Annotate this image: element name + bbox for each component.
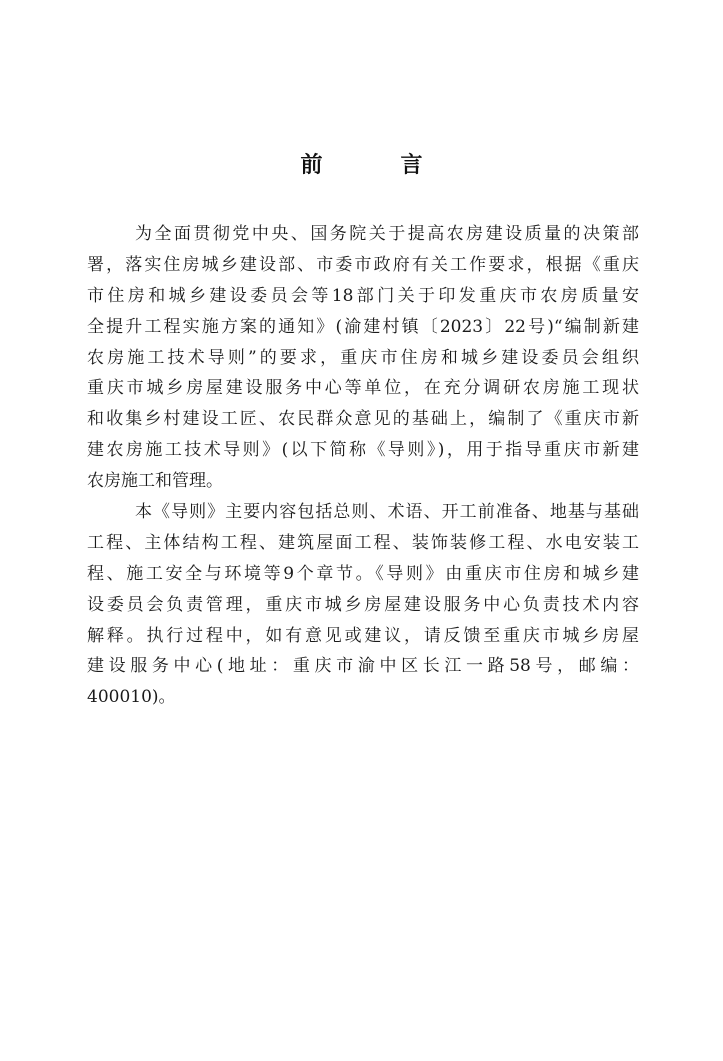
paragraph-1-line-2: 署，落实住房城乡建设部、市委市政府有关工作要求，根据《重庆 xyxy=(87,254,639,275)
paragraph-1-line-1: 为全面贯彻党中央、国务院关于提高农房建设质量的决策部 xyxy=(135,224,639,244)
paragraph-1-line-5: 农房施工技术导则”的要求，重庆市住房和城乡建设委员会组织 xyxy=(87,347,639,368)
paragraph-2-line-1: 本《导则》主要内容包括总则、术语、开工前准备、地基与基础 xyxy=(135,502,639,523)
paragraph-1-line-8: 建农房施工技术导则》(以下简称《导则》)，用于指导重庆市新建 xyxy=(87,440,639,461)
page-title: 前 言 xyxy=(300,153,451,178)
preface-body xyxy=(87,219,639,713)
paragraph-1-line-6: 重庆市城乡房屋建设服务中心等单位，在充分调研农房施工现状 xyxy=(87,378,639,399)
paragraph-1-line-3: 市住房和城乡建设委员会等18部门关于印发重庆市农房质量安 xyxy=(87,285,639,306)
paragraph-2-line-6: 建设服务中心(地址：重庆市渝中区长江一路58号，邮编： xyxy=(87,656,639,677)
paragraph-2-line-4: 设委员会负责管理，重庆市城乡房屋建设服务中心负责技术内容 xyxy=(87,594,639,615)
paragraph-1-line-9: 农房施工和管理。 xyxy=(87,471,223,492)
paragraph-1-line-4: 全提升工程实施方案的通知》(渝建村镇〔2023〕22号)“编制新建 xyxy=(87,316,639,337)
paragraph-2-line-5: 解释。执行过程中，如有意见或建议，请反馈至重庆市城乡房屋 xyxy=(87,625,639,646)
paragraph-2-line-7: 400010)。 xyxy=(87,687,176,708)
paragraph-2-line-2: 工程、主体结构工程、建筑屋面工程、装饰装修工程、水电安装工 xyxy=(87,532,639,553)
paragraph-2-line-3: 程、施工安全与环境等9个章节。《导则》由重庆市住房和城乡建 xyxy=(87,563,639,584)
paragraph-1-line-7: 和收集乡村建设工匠、农民群众意见的基础上，编制了《重庆市新 xyxy=(87,409,639,430)
